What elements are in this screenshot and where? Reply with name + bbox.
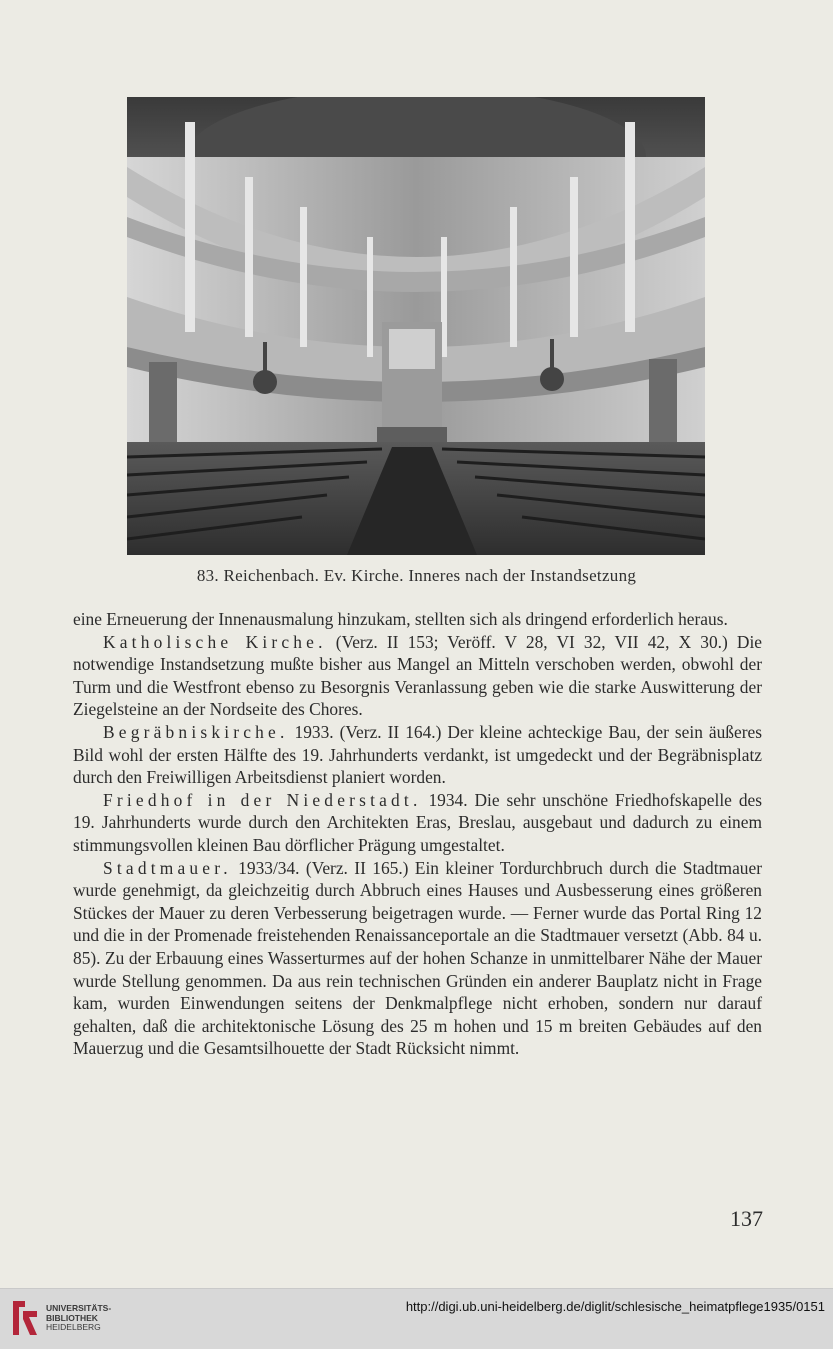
paragraph-text: (Verz. II 153; Veröff. V 28, VI 32, VII 42, X 30.) Die notwendige Instandsetzung mußte bisher aus Mangel an Mitteln verschoben werden, obwohl der Turm und die Westfront ebenso zu Besorgnis Veranlassung geben wie die starke Auswitterung der Ziegelsteine an der Nordseite des Chores. — [73, 631, 762, 720]
section-heading: Begräbniskirche. — [103, 721, 289, 742]
paragraph-text: 1933. (Verz. II 164.) Der kleine achteckige Bau, der sein äußeres Bild wohl der ersten Hälfte des 19. Jahrhunderts verdankt, ist umgedeckt und der Begräbnisplatz durch den Freiwilligen Arbeitsdienst planiert worden. — [73, 721, 762, 788]
paragraph — [73, 721, 762, 789]
body-text — [73, 608, 762, 1060]
paragraph-text: 1933/34. (Verz. II 165.) Ein kleiner Tordurchbruch durch die Stadtmauer wurde genehmigt, da gleichzeitig durch Abbruch eines Hauses und Ausbesserung eines größeren Stückes der Mauer zu deren Verbesserung beigetragen wurde. — Ferner wurde das Portal Ring 12 und die in der Promenade freistehenden Renaissanceportale an die Stadtmauer versetzt (Abb. 84 u. 85). Zu der Erbauung eines Wasserturmes auf der hohen Schanze in unmittelbarer Nähe der Mauer wurde Stellung genommen. Da aus rein technischen Gründen ein anderer Bauplatz nicht in Frage kam, wurden Einwendungen seitens der Denkmalpflege nicht erhoben, sondern nur darauf gehalten, daß die architektonische Lösung des 25 m hohen und 15 m breiten Gebäudes auf den Mauerzug und die Gesamtsilhouette der Stadt Rücksicht nimmt. — [73, 857, 762, 1059]
ub-heidelberg-logo-icon[interactable] — [9, 1297, 41, 1339]
library-line: UNIVERSITÄTS- — [46, 1303, 112, 1313]
library-line: HEIDELBERG — [46, 1322, 101, 1332]
page-number: 137 — [730, 1206, 763, 1231]
figure-caption: 83. Reichenbach. Ev. Kirche. Inneres nach der Instandsetzung — [196, 566, 637, 585]
page-url-link[interactable]: http://digi.ub.uni-heidelberg.de/diglit/schlesische_heimatpflege1935/0151 — [405, 1299, 825, 1314]
paragraph — [73, 631, 762, 721]
section-heading: Stadtmauer. — [103, 857, 232, 878]
paragraph: eine Erneuerung der Innenausmalung hinzukam, stellten sich als dringend erforderlich heraus. — [73, 609, 728, 629]
section-heading: Katholische Kirche. — [103, 631, 327, 652]
paragraph — [73, 789, 762, 857]
library-line: BIBLIOTHEK — [46, 1312, 98, 1323]
church-interior-photo — [127, 97, 705, 555]
section-heading: Friedhof in der Niederstadt. — [103, 789, 422, 810]
paragraph — [73, 857, 762, 1060]
viewer-footer — [0, 1288, 833, 1349]
paragraph-text: 1934. Die sehr unschöne Friedhofskapelle des 19. Jahrhunderts wurde durch den Architekten Eras, Breslau, ausgebaut und dadurch zu einem stimmungsvollen kleinen Bau dörflicher Prägung umgestaltet. — [73, 789, 763, 855]
library-name — [46, 1304, 111, 1333]
